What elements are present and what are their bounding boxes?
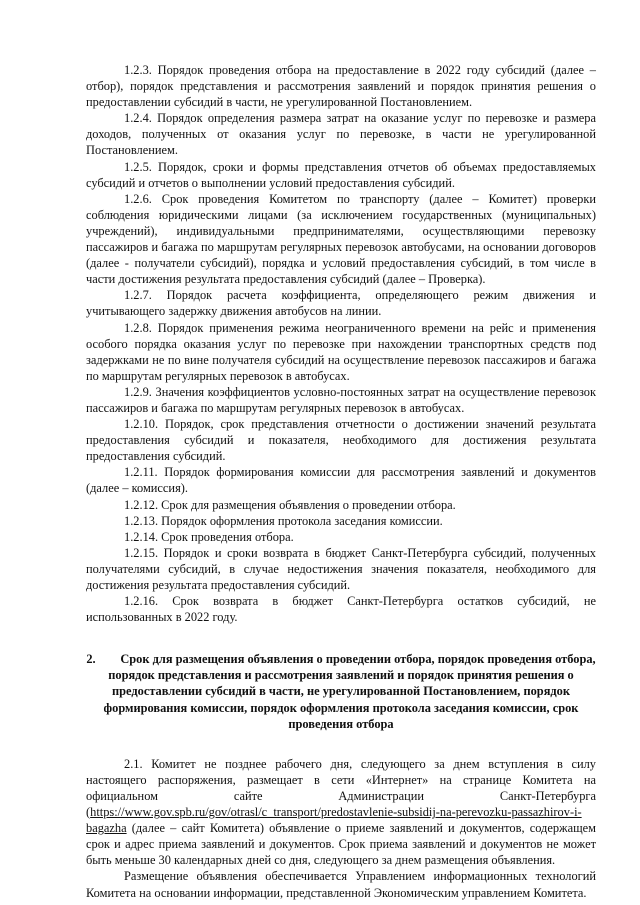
paragraph-1-2-8: 1.2.8. Порядок применения режима неограниченного времени на рейс и применения особого порядка оказания услуг по перевозке при нахождении транспортных средств под задержками не по вине получателя субсидий на осуществление перевозок пассажиров и багажа по маршрутам регулярных перевозок в автобусах. xyxy=(86,320,596,383)
paragraph-2-1-text: 2.1. Комитет не позднее рабочего дня, следующего за днем вступления в силу настоящего распоряжения, размещает в сети «Интернет» на странице Комитета на официальном сайте Администрации Санкт-Петербурга ( xyxy=(86,756,596,820)
section-2-number: 2. xyxy=(86,652,96,667)
paragraph-1-2-9: 1.2.9. Значения коэффициентов условно-постоянных затрат на осуществление перевозок пассажиров и багажа по маршрутам регулярных перевозок в автобусах. xyxy=(86,384,596,415)
paragraph-1-2-12: 1.2.12. Срок для размещения объявления о проведении отбора. xyxy=(124,497,456,512)
committee-site-link[interactable]: https://www.gov.spb.ru/gov/otrasl/c_transport/predostavlenie-subsidij-na-perevozku-passazhirov-i-bagazha xyxy=(86,805,582,836)
paragraph-1-2-7: 1.2.7. Порядок расчета коэффициента, определяющего режим движения и учитывающего задержку движения автобусов на линии. xyxy=(86,288,596,319)
paragraph-2-1-text-rest: (далее – сайт Комитета) объявление о приеме заявлений и документов, содержащем срок и адрес приема заявлений и документов. Срок приема заявлений и документов не может быть меньше 30 календарных дней со дня, следующего за днем размещения объявления. xyxy=(86,821,596,868)
section-2-title: Срок для размещения объявления о проведении отбора, порядок проведения отбора, порядок представления и рассмотрения заявлений и порядок принятия решения о предоставлении субсидий в части, не урегулированной Постановлением, порядок формирования комиссии, порядок оформления протокола заседания комиссии, срок проведения отбора xyxy=(103,652,596,731)
paragraph-1-2-6: 1.2.6. Срок проведения Комитетом по транспорту (далее – Комитет) проверки соблюдения юридическими лицами (за исключением государственных (муниципальных) учреждений), индивидуальными предпринимателями, осуществляющими перевозку пассажиров и багажа по маршрутам регулярных перевозок автобусами, на основании договоров (далее - получатели субсидий), порядка и условий предоставления субсидий, в том числе в части достижения результата предоставления субсидий (далее – Проверка). xyxy=(86,191,596,287)
paragraph-1-2-14: 1.2.14. Срок проведения отбора. xyxy=(124,529,294,544)
paragraph-2-1 xyxy=(86,756,596,869)
paragraph-1-2-10: 1.2.10. Порядок, срок представления отчетности о достижении значений результата предоставления субсидий и показателя, необходимого для достижения результата предоставления субсидий. xyxy=(86,417,596,464)
paragraph-1-2-5: 1.2.5. Порядок, сроки и формы представления отчетов об объемах предоставляемых субсидий и отчетов о выполнении условий предоставления субсидий. xyxy=(86,159,596,190)
paragraph-2-2: Размещение объявления обеспечивается Управлением информационных технологий Комитета на основании информации, представленной Экономическим управлением Комитета. xyxy=(86,869,596,900)
paragraph-1-2-13: 1.2.13. Порядок оформления протокола заседания комиссии. xyxy=(124,513,443,528)
document-body xyxy=(86,62,596,901)
paragraph-1-2-16: 1.2.16. Срок возврата в бюджет Санкт-Петербурга остатков субсидий, не использованных в 2022 году. xyxy=(86,594,596,625)
spacer xyxy=(86,732,596,756)
paragraph-1-2-11: 1.2.11. Порядок формирования комиссии для рассмотрения заявлений и документов (далее – комиссия). xyxy=(86,465,596,496)
section-2-heading xyxy=(86,651,596,731)
paragraph-1-2-15: 1.2.15. Порядок и сроки возврата в бюджет Санкт-Петербурга субсидий, полученных получателями субсидий, в случае недостижения значения показателя, необходимого для достижения результата предоставления субсидий. xyxy=(86,545,596,592)
paragraph-1-2-3: 1.2.3. Порядок проведения отбора на предоставление в 2022 году субсидий (далее – отбор), порядок представления и рассмотрения заявлений и порядок принятия решения о предоставлении субсидий в части, не урегулированной Постановлением. xyxy=(86,63,596,110)
paragraph-1-2-4: 1.2.4. Порядок определения размера затрат на оказание услуг по перевозке и размера доходов, полученных от оказания услуг по перевозке, в части не урегулированной Постановлением. xyxy=(86,111,596,158)
spacer xyxy=(86,625,596,651)
